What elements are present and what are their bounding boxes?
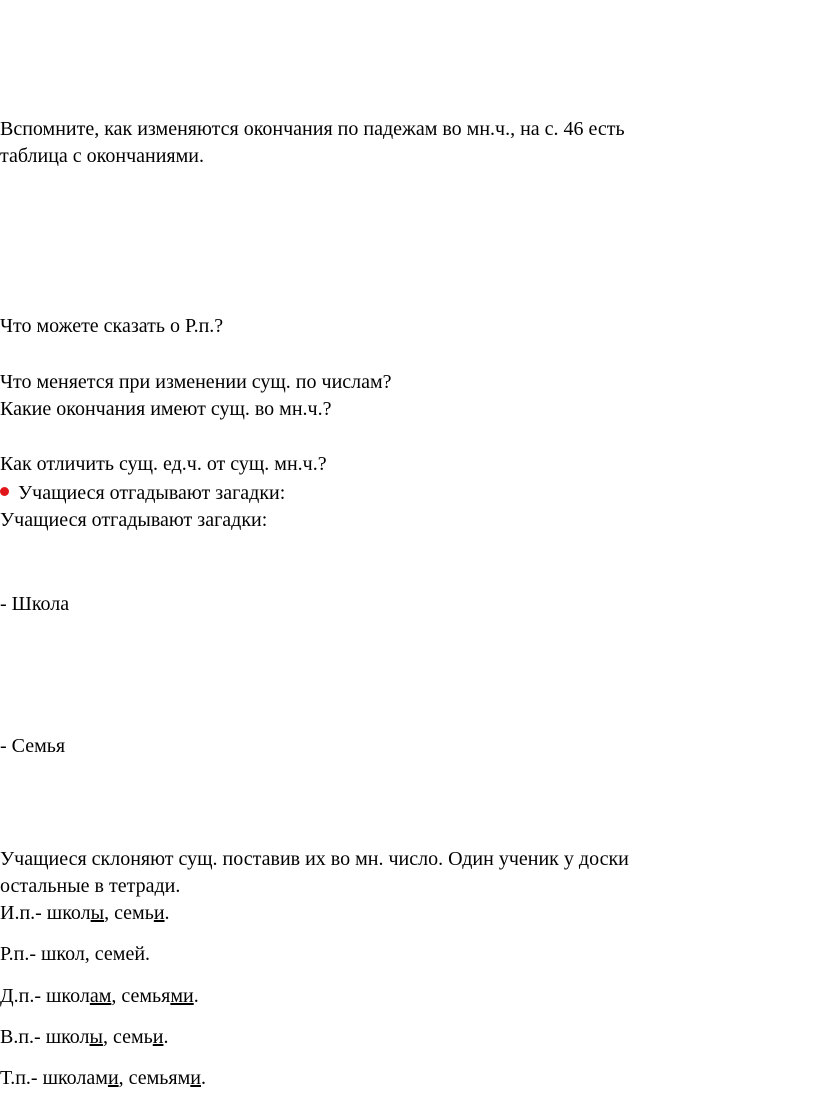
bullet-text: Учащиеся отгадывают загадки: bbox=[18, 482, 286, 504]
declension-task-line-1: Учащиеся склоняют сущ. поставив их во мн. число. Один ученик у доски bbox=[0, 848, 629, 870]
question-singular-vs-plural: Как отличить сущ. ед.ч. от сущ. мн.ч.? bbox=[0, 453, 327, 475]
intro-line-1: Вспомните, как изменяются окончания по падежам во мн.ч., на с. 46 есть bbox=[0, 118, 625, 140]
ending-underline: и bbox=[190, 1067, 201, 1089]
case-instrumental: Т.п.- школами, семьями. bbox=[0, 1067, 206, 1089]
case-nominative: И.п.- школы, семьи. bbox=[0, 902, 170, 924]
ending-underline: ми bbox=[170, 985, 194, 1007]
ending-underline: и bbox=[153, 902, 165, 924]
riddle-answer-family: - Семья bbox=[0, 735, 66, 757]
riddles-line: Учащиеся отгадывают загадки: bbox=[0, 509, 268, 531]
ending-underline: ам bbox=[89, 985, 112, 1007]
declension-task-line-2: остальные в тетради. bbox=[0, 875, 181, 897]
ending-underline: и bbox=[152, 1026, 164, 1048]
red-bullet-icon bbox=[0, 487, 9, 496]
question-number-change: Что меняется при изменении сущ. по числам? bbox=[0, 371, 392, 393]
ending-underline: ы bbox=[89, 1026, 103, 1048]
question-genitive: Что можете сказать о Р.п.? bbox=[0, 315, 224, 337]
case-dative: Д.п.- школам, семьями. bbox=[0, 985, 199, 1007]
riddle-answer-school: - Школа bbox=[0, 593, 70, 615]
bullet-item bbox=[0, 481, 285, 505]
intro-line-2: таблица с окончаниями. bbox=[0, 145, 204, 167]
ending-underline: и bbox=[107, 1067, 119, 1089]
case-genitive: Р.п.- школ, семей. bbox=[0, 943, 151, 965]
ending-underline: ы bbox=[90, 902, 105, 924]
case-accusative: В.п.- школы, семьи. bbox=[0, 1026, 169, 1048]
question-plural-endings: Какие окончания имеют сущ. во мн.ч.? bbox=[0, 398, 332, 420]
